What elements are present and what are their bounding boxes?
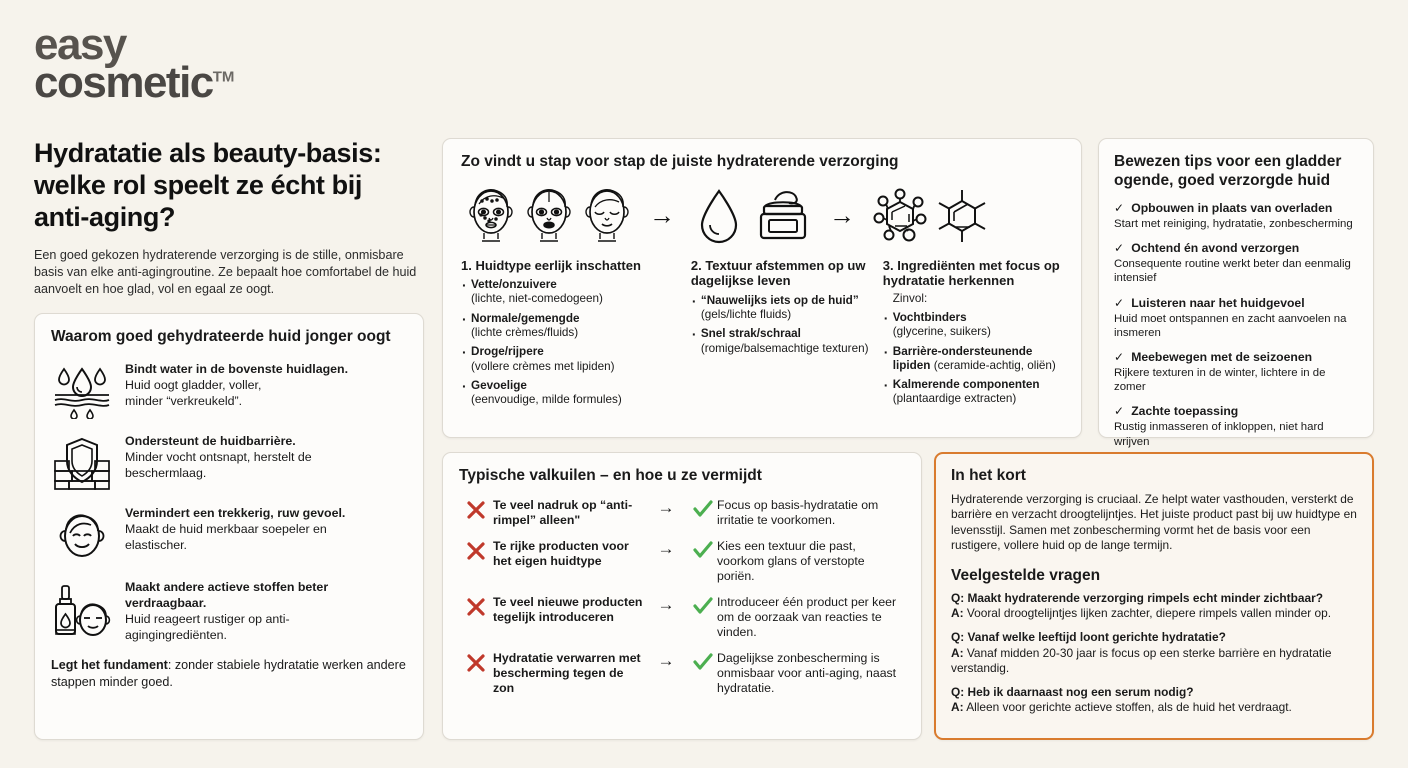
benefits-title: Waarom goed gehydrateerde huid jonger oogt (51, 328, 391, 345)
bullet-bold: Kalmerende componenten (892, 378, 1040, 392)
list-item (459, 498, 905, 528)
list-item (883, 345, 1063, 374)
benefit-line3: agingingrediënten. (125, 627, 227, 642)
steps-icon-flow (461, 184, 1063, 246)
benefit-bold: Maakt andere actieve stoffen beter verdraagbaar. (125, 579, 329, 610)
list-item (459, 539, 905, 584)
cross-icon (459, 498, 493, 521)
tips-panel (1098, 138, 1374, 448)
tip-description: Rustig inmasseren of inkloppen, niet hard wrijven (1114, 421, 1324, 448)
tip-heading-text: Zachte toepassing (1131, 404, 1239, 419)
steps-columns (461, 258, 1063, 408)
list-item-text (125, 433, 312, 481)
bullet-rest: (plantaardige extracten) (892, 392, 1017, 406)
cross-icon (459, 651, 493, 674)
bullet-bold: “Nauwelijks iets op de huid” (700, 293, 859, 307)
faq-answer-text: Alleen voor gerichte actieve stoffen, als de huid het verdraagt. (963, 700, 1292, 715)
pitfalls-title: Typische valkuilen – en hoe u ze vermijdt (459, 467, 762, 484)
faq-answer (951, 646, 1357, 676)
bullet-rest: (gels/lichte fluids) (700, 308, 792, 322)
bullet-rest: (lichte, niet-comedogeen) (471, 292, 603, 306)
benefit-line3: beschermlaag. (125, 465, 207, 480)
list-item (951, 591, 1357, 621)
water-drop-icon (691, 184, 747, 246)
flow-arrow-1: → (649, 199, 675, 230)
header-block (34, 138, 424, 298)
faq-answer (951, 606, 1357, 621)
bullet-bold: Vette/onzuivere (471, 278, 557, 292)
tips-list (1114, 201, 1358, 449)
pitfall-text: Te veel nadruk op “anti-rimpel” alleen" (493, 497, 633, 527)
list-item (883, 378, 1063, 407)
face-calm-icon (581, 184, 633, 246)
list-item (951, 685, 1357, 715)
tip-heading (1114, 201, 1358, 216)
step-heading: 2. Textuur afstemmen op uw dagelijkse leven (690, 257, 866, 289)
pitfalls-list (459, 498, 905, 696)
bullet-bold: Vochtbinders (892, 311, 967, 325)
ingredient-molecule-icon-group (871, 184, 989, 246)
benefit-bold: Vermindert een trekkerig, ruw gevoel. (125, 505, 346, 520)
check-icon (689, 595, 717, 616)
benefits-panel (34, 313, 424, 740)
step-subheading: Zinvol: (892, 291, 928, 305)
summary-body: Hydraterende verzorging is cruciaal. Ze helpt water vasthouden, versterkt de barrière en verzacht droogtelijntjes. Het juiste product past bij uw huidtype en levensstijl. Samen met zonbescherming vormt het de basis voor een rustigere, vollere huid op de lange termijn. (951, 492, 1357, 553)
bullet-bold: Normale/gemengde (471, 311, 580, 325)
tip-description: Rijkere texturen in de winter, lichtere in de zomer (1114, 366, 1326, 394)
bullet-rest: (glycerine, suikers) (892, 325, 991, 339)
list-item (691, 327, 877, 356)
list-item (1114, 296, 1358, 340)
bullet-bold: Snel strak/schraal (700, 327, 801, 341)
tips-title: Bewezen tips voor een gladder ogende, goed verzorgde huid (1114, 153, 1342, 189)
tip-heading-text: Opbouwen in plaats van overladen (1131, 201, 1333, 216)
intro-paragraph: Een goed gekozen hydraterende verzorging is de stille, onmisbare basis van elke anti-agingroutine. Ze bepaalt hoe comfortabel de huid aanvoelt en hoe glad, vol en egaal ze oogt. (34, 247, 417, 296)
solution-text: Introduceer één product per keer om de oorzaak van reacties te vinden. (717, 594, 897, 639)
pitfalls-panel (442, 452, 922, 740)
list-item (459, 651, 905, 696)
step-column-3 (883, 258, 1063, 408)
benefit-line3: elastischer. (125, 537, 187, 552)
steps-title: Zo vindt u stap voor stap de juiste hydraterende verzorging (461, 153, 899, 170)
step-heading: 3. Ingrediënten met focus op hydratatie herkennen (882, 257, 1060, 289)
tip-heading-text: Luisteren naar het huidgevoel (1131, 295, 1305, 310)
list-item (51, 579, 407, 644)
check-icon: ✓ (1114, 404, 1125, 419)
cream-jar-icon (753, 184, 813, 246)
pitfall-arrow: → (657, 538, 675, 558)
benefit-line2: Minder vocht ontsnapt, herstelt de (125, 449, 312, 464)
benefit-line3: minder “verkreukeld”. (125, 393, 243, 408)
faq-question: Q: Maakt hydraterende verzorging rimpels echt minder zichtbaar? (951, 590, 1324, 605)
cross-icon (459, 595, 493, 618)
step-bullet-list (883, 311, 1063, 407)
list-item (51, 505, 407, 565)
benefit-bold: Ondersteunt de huidbarrière. (125, 433, 296, 448)
steps-panel (442, 138, 1082, 438)
faq-question: Q: Heb ik daarnaast nog een serum nodig? (951, 685, 1194, 700)
list-item (883, 311, 1063, 340)
benefit-bold: Bindt water in de bovenste huidlagen. (125, 361, 349, 376)
check-icon: ✓ (1114, 350, 1125, 365)
cross-icon (459, 539, 493, 562)
tip-description: Consequente routine werkt beter dan eenmalig intensief (1114, 258, 1351, 285)
bullet-rest: (eenvoudige, milde formules) (471, 393, 622, 407)
brand-logo (34, 20, 235, 107)
check-icon (689, 498, 717, 519)
molecule-with-atoms-icon (871, 184, 929, 246)
pitfall-text: Te rijke producten voor het eigen huidtype (493, 538, 629, 568)
summary-panel (934, 452, 1374, 740)
tip-description: Huid moet ontspannen en zacht aanvoelen na insmeren (1114, 312, 1347, 339)
faq-question: Q: Vanaf welke leeftijd loont gerichte hydratatie? (951, 630, 1226, 645)
faq-answer-label: A: (951, 645, 964, 660)
bullet-rest: (lichte crèmes/fluids) (471, 325, 579, 339)
tip-heading-text: Meebewegen met de seizoenen (1131, 350, 1313, 365)
benefit-line2: Huid oogt gladder, voller, (125, 377, 262, 392)
faq-title: Veelgestelde vragen (951, 566, 1101, 584)
benefit-line2: Maakt de huid merkbaar soepeler en (125, 521, 327, 536)
shield-brick-wall-icon (51, 433, 113, 491)
list-item-text (125, 361, 348, 409)
footnote-bold: Legt het fundament (51, 658, 168, 673)
logo-line-cosmetic: cosmetic™ (34, 57, 235, 107)
list-item (1114, 241, 1358, 285)
step-column-1 (461, 258, 685, 408)
list-item (459, 595, 905, 640)
bullet-rest: (vollere crèmes met lipiden) (471, 359, 615, 373)
benefit-line2: Huid reageert rustiger op anti- (125, 611, 290, 626)
tip-heading-text: Ochtend én avond verzorgen (1131, 241, 1300, 256)
list-item (1114, 350, 1358, 394)
step-bullet-list (461, 278, 685, 407)
faq-answer-text: Vooral droogtelijntjes lijken zachter, diepere rimpels vallen minder op. (963, 606, 1332, 621)
list-item (461, 379, 685, 408)
benefits-list (51, 361, 407, 691)
bullet-rest: (romige/balsemachtige texturen) (700, 341, 869, 355)
faq-answer-label: A: (951, 700, 964, 715)
water-droplets-skin-layers-icon (51, 361, 113, 419)
pitfall-arrow: → (657, 650, 675, 670)
step-heading: 1. Huidtype eerlijk inschatten (461, 257, 641, 273)
list-item (461, 345, 685, 374)
benzene-ring-icon (935, 184, 989, 246)
pitfall-text: Te veel nieuwe producten tegelijk introduceren (493, 594, 643, 624)
list-item (691, 294, 877, 323)
bullet-rest: (ceramide-achtig, oliën) (933, 358, 1056, 372)
faq-list (951, 591, 1357, 716)
faq-answer-text: Vanaf midden 20-30 jaar is focus op een sterke barrière en hydratatie verstandig. (951, 645, 1332, 675)
list-item (951, 630, 1357, 676)
list-item (1114, 201, 1358, 231)
pitfall-arrow: → (657, 594, 675, 614)
tip-heading (1114, 296, 1358, 311)
texture-icon-group (691, 184, 813, 246)
bullet-bold: Barrière-ondersteunende lipiden (892, 344, 1033, 372)
faq-answer-label: A: (951, 606, 964, 621)
solution-text: Kies een textuur die past, voorkom glans of verstopte poriën. (717, 538, 865, 583)
tip-description: Start met reiniging, hydratatie, zonbescherming (1114, 218, 1353, 231)
smiling-face-icon (51, 505, 113, 565)
list-item (461, 312, 685, 341)
faq-answer (951, 700, 1357, 715)
pitfall-text: Hydratatie verwarren met bescherming tegen de zon (493, 650, 641, 695)
pitfall-arrow: → (657, 497, 675, 517)
solution-text: Dagelijkse zonbescherming is onmisbaar voor anti-aging, naast hydratatie. (717, 650, 897, 695)
list-item (51, 361, 407, 419)
logo-line-easy: easy (34, 20, 126, 69)
list-item (51, 433, 407, 491)
tip-heading (1114, 241, 1358, 256)
step-bullet-list (691, 294, 877, 356)
list-item (1114, 404, 1358, 448)
tip-heading (1114, 404, 1358, 419)
skin-type-faces-icon-group (465, 184, 633, 246)
face-normal-icon (523, 184, 575, 246)
check-icon: ✓ (1114, 295, 1125, 310)
summary-title: In het kort (951, 467, 1026, 484)
list-item-text (125, 579, 407, 644)
serum-bottle-face-icon (51, 579, 113, 643)
benefits-footnote (51, 657, 407, 690)
trademark-symbol: TM (212, 68, 235, 86)
step-column-2 (691, 258, 877, 408)
page-title: Hydratatie als beauty-basis: welke rol speelt ze écht bij anti-aging? (34, 138, 382, 232)
tip-heading (1114, 350, 1358, 365)
check-icon (689, 651, 717, 672)
list-item-text (125, 505, 345, 553)
bullet-bold: Gevoelige (471, 378, 527, 392)
check-icon (689, 539, 717, 560)
check-icon: ✓ (1114, 241, 1125, 256)
check-icon: ✓ (1114, 201, 1125, 216)
solution-text: Focus op basis-hydratatie om irritatie te voorkomen. (717, 497, 879, 527)
flow-arrow-2: → (829, 199, 855, 230)
bullet-bold: Droge/rijpere (471, 345, 544, 359)
list-item (461, 278, 685, 307)
face-oily-icon (465, 184, 517, 246)
footnote-rest: : zonder stabiele hydratatie werken andere stappen minder goed. (51, 658, 406, 689)
